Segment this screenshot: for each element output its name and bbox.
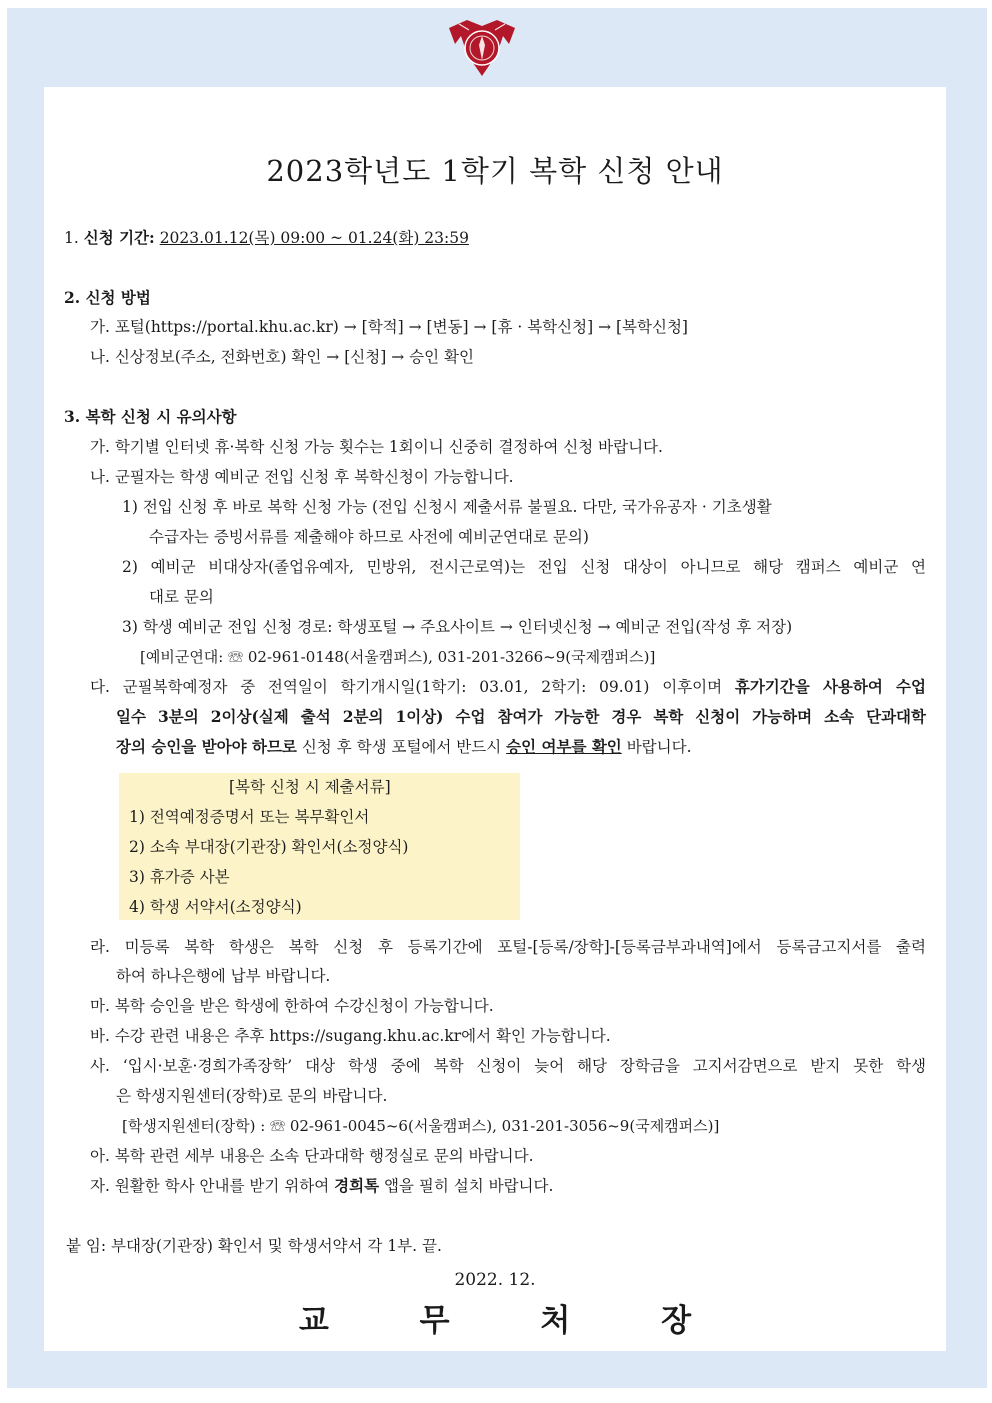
section-3-item-ra-cont: 하여 하나은행에 납부 바랍니다. xyxy=(116,967,331,985)
section-3-item-ja: 자. 원활한 학사 안내를 받기 위하여 경희톡 앱을 필히 설치 바랍니다. xyxy=(90,1176,554,1195)
required-document-item: 3) 휴가증 사본 xyxy=(129,868,230,886)
section-3-item-na: 나. 군필자는 학생 예비군 전입 신청 후 복학신청이 가능합니다. xyxy=(90,468,514,486)
section-3-na-sub-1-cont: 수급자는 증빙서류를 제출해야 하므로 사전에 예비군연대로 문의) xyxy=(149,528,589,546)
check-approval-status: 승인 여부를 확인 xyxy=(506,737,622,756)
university-seal-logo xyxy=(445,14,519,80)
section-3-na-sub-2: 2) 예비군 비대상자(졸업유예자, 민방위, 전시근로역)는 전입 신청 대상이 아니므로 해당 캠퍼스 예비군 연 xyxy=(122,558,926,576)
section-3-na-sub-2-cont: 대로 문의 xyxy=(149,588,214,606)
section-3-item-sa-cont: 은 학생지원센터(장학)로 문의 바랍니다. xyxy=(116,1087,388,1105)
section-1-application-period: 1. 신청 기간: 2023.01.12(목) 09:00 ~ 01.24(화) 23:59 xyxy=(64,228,469,247)
student-support-contact: [학생지원센터(장학) : ☏ 02-961-0045~6(서울캠퍼스), 031-201-3056~9(국제캠퍼스)] xyxy=(122,1117,720,1135)
section-3-item-ba: 바. 수강 관련 내용은 추후 https://sugang.khu.ac.kr에서 확인 가능합니다. xyxy=(90,1027,611,1045)
application-period: 2023.01.12(목) 09:00 ~ 01.24(화) 23:59 xyxy=(159,229,469,247)
required-document-item: 4) 학생 서약서(소정양식) xyxy=(129,898,302,916)
section-3-item-sa: 사. ‘입시·보훈·경희가족장학’ 대상 학생 중에 복학 신청이 늦어 해당 장학금을 고지서감면으로 받지 못한 학생 xyxy=(90,1057,926,1075)
section-3-item-ga: 가. 학기별 인터넷 휴·복학 신청 가능 횟수는 1회이니 신중히 결정하여 신청 바랍니다. xyxy=(90,438,663,456)
section-3-item-ma: 마. 복학 승인을 받은 학생에 한하여 수강신청이 가능합니다. xyxy=(90,997,494,1015)
section-3-item-da-line1: 다. 군필복학예정자 중 전역일이 학기개시일(1학기: 03.01, 2학기: 09.01) 이후이며 휴가기간을 사용하여 수업 xyxy=(90,677,926,696)
issue-date: 2022. 12. xyxy=(454,1270,536,1290)
document-title: 2023학년도 1학기 복학 신청 안내 xyxy=(266,154,724,188)
section-3-na-sub-1: 1) 전입 신청 후 바로 복학 신청 가능 (전입 신청시 제출서류 불필요. 다만, 국가유공자 · 기초생활 xyxy=(122,498,772,516)
section-3-heading: 3. 복학 신청 시 유의사항 xyxy=(64,407,237,426)
signature-office: 교 무 처 장 xyxy=(298,1303,732,1339)
reserve-army-contact: [예비군연대: ☏ 02-961-0148(서울캠퍼스), 031-201-3266~9(국제캠퍼스)] xyxy=(140,648,656,666)
khu-talk-app: 경희톡 xyxy=(334,1176,380,1195)
section-3-na-sub-3: 3) 학생 예비군 전입 신청 경로: 학생포털 → 주요사이트 → 인터넷신청 → 예비군 전입(작성 후 저장) xyxy=(122,618,793,636)
document-page xyxy=(44,87,946,1351)
section-3-item-a: 아. 복학 관련 세부 내용은 소속 단과대학 행정실로 문의 바랍니다. xyxy=(90,1147,534,1165)
required-documents-box xyxy=(119,773,520,920)
section-3-item-ra: 라. 미등록 복학 학생은 복학 신청 후 등록기간에 포털-[등록/장학]-[등록금부과내역]에서 등록금고지서를 출력 xyxy=(90,938,926,956)
required-document-item: 2) 소속 부대장(기관장) 확인서(소정양식) xyxy=(129,838,409,856)
attachment-note: 붙 임: 부대장(기관장) 확인서 및 학생서약서 각 1부. 끝. xyxy=(66,1237,442,1255)
required-document-item: 1) 전역예정증명서 또는 복무확인서 xyxy=(129,808,370,826)
section-3-item-da-line3: 장의 승인을 받아야 하므로 신청 후 학생 포털에서 반드시 승인 여부를 확인 바랍니다. xyxy=(116,737,692,756)
section-2-item-na: 나. 신상정보(주소, 전화번호) 확인 → [신청] → 승인 확인 xyxy=(90,348,474,366)
required-documents-heading: [복학 신청 시 제출서류] xyxy=(229,778,391,796)
section-2-heading: 2. 신청 방법 xyxy=(64,288,151,307)
section-3-item-da-line2: 일수 3분의 2이상(실제 출석 2분의 1이상) 수업 참여가 가능한 경우 복학 신청이 가능하며 소속 단과대학 xyxy=(116,707,926,726)
section-2-item-ga: 가. 포털(https://portal.khu.ac.kr) → [학적] → [변동] → [휴 · 복학신청] → [복학신청] xyxy=(90,318,688,336)
